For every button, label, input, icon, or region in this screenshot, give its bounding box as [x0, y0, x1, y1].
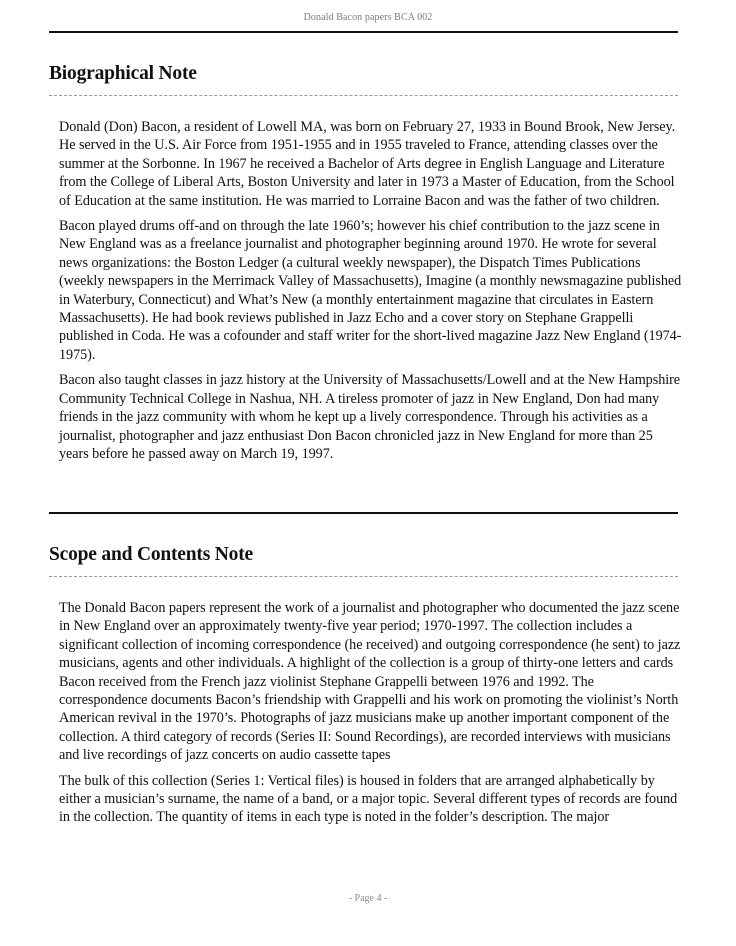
paragraph: Bacon played drums off-and on through the late 1960’s; however his chief contribution to the jazz scene in New England was as a freelance journalist and photographer beginning around 1970. He wrote for several news organizations: the Boston Ledger (a cultural weekly newspaper), the Dispatch Times Publications (weekly newspapers in the Merrimack Valley of Massachusetts), Imagine (a monthly newsmagazine published in Waterbury, Connecticut) and What’s New (a monthly entertainment magazine that circulates in Eastern Massachusetts). He had book reviews published in Jazz Echo and a cover story on Stephane Grappelli published in Coda. He was a cofounder and staff writer for the short-lived magazine Jazz New England (1974-1975). [59, 218, 682, 363]
section-dotted-rule [49, 95, 678, 96]
scope-contents-note-section [49, 512, 681, 834]
page-number: - Page 4 - [348, 893, 388, 904]
paragraph: Donald (Don) Bacon, a resident of Lowell MA, was born on February 27, 1933 in Bound Brook, New Jersey. He served in the U.S. Air Force from 1951-1955 and in 1955 traveled to France, attending classes over the summer at the Sorbonne. In 1967 he received a Bachelor of Arts degree in English Language and Literature from the College of Liberal Arts, Boston University and later in 1973 a Master of Education, from the School of Education at the same institution. He was married to Lorraine Bacon and was the father of two children. [59, 119, 676, 209]
paragraph: The bulk of this collection (Series 1: Vertical files) is housed in folders that are arranged alphabetically by either a musician’s surname, the name of a band, or a major topic. Several different types of records are found in the collection. The quantity of items in each type is noted in the folder’s description. The major [59, 772, 678, 826]
paragraph: The Donald Bacon papers represent the work of a journalist and photographer who documented the jazz scene in New England over an approximately twenty-five year period; 1970-1997. The collection includes a significant collection of incoming correspondence (he received) and outgoing correspondence (he sent) to jazz musicians, agents and other individuals. A highlight of the collection is a group of thirty-one letters and cards Bacon received from the French jazz violinist Stephane Grappelli between 1976 and 1992. The correspondence documents Bacon’s friendship with Grappelli and his work on promoting the violinist’s North American revival in the 1970’s. Photographs of jazz musicians make up another important component of the collection. A third category of records (Series II: Sound Recordings), are recorded interviews with musicians and live recordings of jazz concerts on audio cassette tapes [59, 600, 681, 764]
section-top-rule [49, 31, 678, 33]
section-title-scope-and-contents-note: Scope and Contents Note [49, 544, 253, 565]
section-title-biographical-note: Biographical Note [49, 63, 197, 84]
section-top-rule [49, 512, 678, 514]
scope-contents-note-body [59, 599, 685, 827]
biographical-note-section [49, 31, 682, 470]
biographical-note-body [59, 118, 685, 463]
section-dotted-rule [49, 576, 678, 577]
paragraph: Bacon also taught classes in jazz history at the University of Massachusetts/Lowell and at the New Hampshire Community Technical College in Nashua, NH. A tireless promoter of jazz in New England, Don had many friends in the jazz community with whom he kept up a lively correspondence. Through his activities as a journalist, photographer and jazz enthusiast Don Bacon chronicled jazz in New England for more than 25 years before he passed away on March 19, 1997. [59, 372, 681, 462]
running-header: Donald Bacon papers BCA 002 [303, 12, 433, 23]
